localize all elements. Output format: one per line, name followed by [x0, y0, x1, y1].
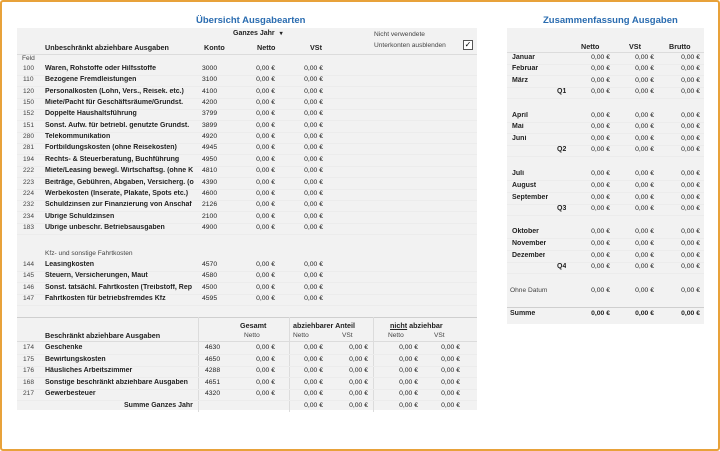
- nicht-netto: 0,00 €: [399, 355, 418, 363]
- month-vst: 0,00 €: [635, 170, 654, 177]
- month-netto: 0,00 €: [591, 112, 610, 119]
- month-netto: 0,00 €: [591, 252, 610, 259]
- gesamt-netto: 0,00 €: [256, 378, 275, 386]
- nicht-vst: 0,00 €: [441, 378, 460, 386]
- vst-value: 0,00 €: [304, 261, 323, 268]
- right-col-netto: Netto: [581, 42, 600, 51]
- beschr-divider: [17, 317, 477, 318]
- konto-number: 4900: [202, 223, 218, 231]
- konto-number: 4950: [202, 155, 218, 163]
- konto-number: 3899: [202, 121, 218, 129]
- month-vst: 0,00 €: [635, 146, 654, 153]
- month-vst: 0,00 €: [635, 77, 654, 84]
- right-title: Zusammenfassung Ausgaben: [543, 15, 678, 26]
- month-brutto: 0,00 €: [681, 123, 700, 130]
- row-divider: [507, 133, 704, 134]
- expense-label: Sonst. Aufw. für betriebl. genutzte Grundst.: [45, 121, 190, 129]
- konto-number: 4920: [202, 133, 218, 141]
- col-gesamt: Gesamt: [240, 321, 267, 330]
- month-vst: 0,00 €: [635, 54, 654, 61]
- konto-number: 4600: [202, 189, 218, 197]
- month-vst: 0,00 €: [635, 263, 654, 270]
- vst-value: 0,00 €: [304, 201, 323, 209]
- section-beschraenkt: Beschränkt abziehbare Ausgaben: [45, 331, 161, 340]
- nicht-netto: 0,00 €: [399, 378, 418, 386]
- vst-value: 0,00 €: [304, 133, 323, 141]
- col-vst: VSt: [310, 43, 322, 52]
- col-abziehbar: abziehbarer Anteil: [293, 321, 356, 330]
- month-vst: 0,00 €: [635, 205, 654, 212]
- month-vst: 0,00 €: [635, 123, 654, 130]
- expense-label: Steuern, Versicherungen, Maut: [45, 272, 148, 280]
- col-gesamt-netto: Netto: [244, 332, 260, 339]
- konto-number: 3100: [202, 76, 218, 84]
- netto-value: 0,00 €: [256, 294, 275, 302]
- feld-number: 100: [23, 65, 35, 72]
- konto-number: 3799: [202, 110, 218, 118]
- netto-value: 0,00 €: [256, 99, 275, 107]
- col-nicht-netto: Netto: [388, 332, 404, 339]
- abz-netto: 0,00 €: [304, 344, 323, 351]
- netto-value: 0,00 €: [256, 155, 275, 163]
- row-divider: [507, 75, 704, 76]
- col-abz-vst: VSt: [342, 332, 353, 339]
- col-konto: Konto: [204, 43, 225, 52]
- summe-vst: 0,00 €: [635, 310, 654, 317]
- month-vst: 0,00 €: [635, 135, 654, 142]
- beschr-label: Häusliches Arbeitszimmer: [45, 367, 133, 374]
- month-netto: 0,00 €: [591, 77, 610, 84]
- nicht-word: nicht: [390, 321, 408, 330]
- beschr-label: Gewerbesteuer: [45, 390, 96, 397]
- konto-number: 4570: [202, 261, 218, 268]
- netto-value: 0,00 €: [256, 144, 275, 152]
- left-title: Übersicht Ausgabearten: [196, 15, 306, 26]
- ohne-datum-label: Ohne Datum: [510, 287, 548, 294]
- abz-vst: 0,00 €: [349, 378, 368, 386]
- vst-value: 0,00 €: [304, 121, 323, 129]
- gesamt-left-border: [198, 317, 199, 412]
- month-brutto: 0,00 €: [681, 228, 700, 235]
- month-brutto: 0,00 €: [681, 263, 700, 270]
- expense-label: Leasingkosten: [45, 261, 95, 268]
- netto-value: 0,00 €: [256, 121, 275, 129]
- month-label: Oktober: [512, 228, 539, 235]
- nicht-netto: 0,00 €: [399, 367, 418, 374]
- vst-value: 0,00 €: [304, 99, 323, 107]
- netto-value: 0,00 €: [256, 178, 275, 186]
- month-netto: 0,00 €: [591, 194, 610, 201]
- nicht-netto: 0,00 €: [399, 344, 418, 351]
- month-brutto: 0,00 €: [681, 112, 700, 119]
- vst-value: 0,00 €: [304, 178, 323, 186]
- ohne-datum-netto: 0,00 €: [591, 287, 610, 294]
- summe-brutto: 0,00 €: [681, 310, 700, 317]
- month-netto: 0,00 €: [591, 65, 610, 72]
- feld-number: 147: [23, 294, 35, 302]
- konto-number: 2126: [202, 201, 218, 209]
- month-vst: 0,00 €: [635, 194, 654, 201]
- vst-value: 0,00 €: [304, 223, 323, 231]
- month-vst: 0,00 €: [635, 252, 654, 259]
- konto-number: 4630: [205, 344, 221, 351]
- netto-value: 0,00 €: [256, 189, 275, 197]
- feld-number: 174: [23, 344, 35, 351]
- vst-value: 0,00 €: [304, 144, 323, 152]
- col-nicht-vst: VSt: [434, 332, 445, 339]
- month-label: August: [512, 182, 537, 189]
- month-label: Februar: [512, 65, 539, 72]
- row-divider: [507, 192, 704, 193]
- quarter-label: Q4: [557, 263, 567, 270]
- quarter-label: Q1: [557, 88, 567, 95]
- nicht-left-border: [373, 317, 374, 412]
- summe-nicht-vst: 0,00 €: [441, 402, 460, 409]
- netto-value: 0,00 €: [256, 212, 275, 220]
- netto-value: 0,00 €: [256, 76, 275, 84]
- expense-label: Personalkosten (Lohn, Vers., Reisek. etc.): [45, 87, 184, 95]
- month-netto: 0,00 €: [591, 146, 610, 153]
- gesamt-netto: 0,00 €: [256, 390, 275, 397]
- netto-value: 0,00 €: [256, 223, 275, 231]
- vst-value: 0,00 €: [304, 87, 323, 95]
- netto-value: 0,00 €: [256, 167, 275, 175]
- month-brutto: 0,00 €: [681, 146, 700, 153]
- month-label: September: [512, 194, 549, 201]
- month-vst: 0,00 €: [635, 182, 654, 189]
- konto-number: 4500: [202, 283, 218, 291]
- feld-number: 183: [23, 223, 35, 231]
- summe-divider: [507, 307, 704, 308]
- expense-label: Bezogene Fremdleistungen: [45, 76, 137, 84]
- netto-value: 0,00 €: [256, 261, 275, 268]
- expense-label: Sonst. tatsächl. Fahrtkosten (Treibstoff, Rep: [45, 283, 193, 291]
- kfz-header: Kfz- und sonstige Fahrtkosten: [45, 250, 133, 257]
- nicht-vst: 0,00 €: [441, 367, 460, 374]
- abz-netto: 0,00 €: [304, 378, 323, 386]
- gesamt-netto: 0,00 €: [256, 355, 275, 363]
- feld-number: 280: [23, 133, 35, 141]
- konto-number: 3000: [202, 65, 218, 72]
- konto-number: 4390: [202, 178, 218, 186]
- summe-abz-vst: 0,00 €: [349, 402, 368, 409]
- beschr-label: Geschenke: [45, 344, 83, 351]
- nicht-vst: 0,00 €: [441, 355, 460, 363]
- vst-value: 0,00 €: [304, 65, 323, 72]
- konto-number: 4320: [205, 390, 221, 397]
- expense-label: Übrige Schuldzinsen: [45, 212, 115, 220]
- konto-number: 4650: [205, 355, 221, 363]
- feld-number: 150: [23, 99, 35, 107]
- netto-value: 0,00 €: [256, 283, 275, 291]
- month-netto: 0,00 €: [591, 182, 610, 189]
- month-brutto: 0,00 €: [681, 88, 700, 95]
- right-col-brutto: Brutto: [669, 42, 691, 51]
- hide-sub-label: Unterkonten ausblenden: [374, 42, 446, 49]
- expense-label: Schuldzinsen zur Finanzierung von Anschaf: [45, 201, 192, 209]
- vst-value: 0,00 €: [304, 76, 323, 84]
- quarter-label: Q2: [557, 146, 567, 153]
- row-divider: [507, 250, 704, 251]
- row-divider: [507, 215, 704, 216]
- month-brutto: 0,00 €: [681, 65, 700, 72]
- abz-netto: 0,00 €: [304, 355, 323, 363]
- right-col-vst: VSt: [629, 42, 641, 51]
- feld-number: 176: [23, 367, 35, 374]
- col-netto: Netto: [257, 43, 276, 52]
- abz-vst: 0,00 €: [349, 390, 368, 397]
- konto-number: 4595: [202, 294, 218, 302]
- vst-value: 0,00 €: [304, 167, 323, 175]
- month-brutto: 0,00 €: [681, 182, 700, 189]
- netto-value: 0,00 €: [256, 133, 275, 141]
- summe-netto: 0,00 €: [591, 310, 610, 317]
- vst-value: 0,00 €: [304, 189, 323, 197]
- month-vst: 0,00 €: [635, 88, 654, 95]
- header-divider: [17, 54, 477, 55]
- netto-value: 0,00 €: [256, 110, 275, 118]
- quarter-label: Q3: [557, 205, 567, 212]
- expense-label: Fahrtkosten für betriebsfremdes Kfz: [45, 294, 166, 302]
- row-divider: [507, 180, 704, 181]
- konto-number: 4945: [202, 144, 218, 152]
- expense-label: Übrige unbeschr. Betriebsausgaben: [45, 223, 165, 231]
- feld-number: 175: [23, 355, 35, 363]
- right-header-divider: [507, 52, 704, 53]
- abz-vst: 0,00 €: [349, 355, 368, 363]
- konto-number: 2100: [202, 212, 218, 220]
- month-vst: 0,00 €: [635, 240, 654, 247]
- beschr-label: Sonstige beschränkt abziehbare Ausgaben: [45, 378, 188, 386]
- abz-vst: 0,00 €: [349, 344, 368, 351]
- ohne-datum-vst: 0,00 €: [635, 287, 654, 294]
- feld-number: 146: [23, 283, 35, 291]
- row-divider: [507, 238, 704, 239]
- month-label: Mai: [512, 123, 524, 130]
- abz-netto: 0,00 €: [304, 390, 323, 397]
- feld-number: 232: [23, 201, 35, 209]
- month-netto: 0,00 €: [591, 88, 610, 95]
- month-brutto: 0,00 €: [681, 135, 700, 142]
- ohne-datum-brutto: 0,00 €: [681, 287, 700, 294]
- month-label: Januar: [512, 54, 535, 61]
- vst-value: 0,00 €: [304, 212, 323, 220]
- month-brutto: 0,00 €: [681, 54, 700, 61]
- feld-number: 217: [23, 390, 35, 397]
- konto-number: 4288: [205, 367, 221, 374]
- month-label: Dezember: [512, 252, 546, 259]
- feld-number: 168: [23, 378, 35, 386]
- month-label: März: [512, 77, 528, 84]
- abz-netto: 0,00 €: [304, 367, 323, 374]
- month-label: Juli: [512, 170, 525, 177]
- abziehbar-word: abziehbar: [407, 321, 443, 330]
- expense-label: Doppelte Haushaltsführung: [45, 110, 137, 118]
- netto-value: 0,00 €: [256, 272, 275, 280]
- konto-number: 4810: [202, 167, 218, 175]
- summe-jahr-label: Summe Ganzes Jahr: [124, 402, 193, 409]
- feld-number: 281: [23, 144, 35, 152]
- month-netto: 0,00 €: [591, 205, 610, 212]
- feld-number: 145: [23, 272, 35, 280]
- month-brutto: 0,00 €: [681, 194, 700, 201]
- gesamt-netto: 0,00 €: [256, 344, 275, 351]
- row-divider: [17, 234, 477, 235]
- month-label: November: [512, 240, 547, 247]
- feld-number: 151: [23, 121, 35, 129]
- vst-value: 0,00 €: [304, 294, 323, 302]
- summe-abz-netto: 0,00 €: [304, 402, 323, 409]
- feld-number: 194: [23, 155, 35, 163]
- summe-nicht-netto: 0,00 €: [399, 402, 418, 409]
- row-divider: [17, 305, 477, 306]
- expense-label: Telekommunikation: [45, 133, 111, 141]
- vst-value: 0,00 €: [304, 110, 323, 118]
- feld-number: 234: [23, 212, 35, 220]
- feld-number: 223: [23, 178, 35, 186]
- month-netto: 0,00 €: [591, 123, 610, 130]
- expense-label: Fortbildungskosten (ohne Reisekosten): [45, 144, 177, 152]
- nicht-netto: 0,00 €: [399, 390, 418, 397]
- nicht-vst: 0,00 €: [441, 344, 460, 351]
- expense-label: Beiträge, Gebühren, Abgaben, Versicherg. (o: [45, 178, 194, 186]
- konto-number: 4100: [202, 87, 218, 95]
- period-select-value: Ganzes Jahr: [233, 30, 275, 37]
- feld-number: 152: [23, 110, 35, 118]
- feld-number: 120: [23, 87, 35, 95]
- vst-value: 0,00 €: [304, 283, 323, 291]
- netto-value: 0,00 €: [256, 201, 275, 209]
- month-netto: 0,00 €: [591, 240, 610, 247]
- feld-number: 110: [23, 76, 34, 84]
- feld-number: 144: [23, 261, 35, 268]
- month-brutto: 0,00 €: [681, 170, 700, 177]
- abz-vst: 0,00 €: [349, 367, 368, 374]
- konto-number: 4651: [205, 378, 221, 386]
- col-abz-netto: Netto: [293, 332, 309, 339]
- row-divider: [507, 98, 704, 99]
- month-netto: 0,00 €: [591, 170, 610, 177]
- gesamt-netto: 0,00 €: [256, 367, 275, 374]
- expense-label: Waren, Rohstoffe oder Hilfsstoffe: [45, 65, 156, 72]
- feld-number: 222: [23, 167, 35, 175]
- col-feld: Feld: [22, 55, 35, 62]
- nicht-vst: 0,00 €: [441, 390, 460, 397]
- section-unbeschraenkt: Unbeschränkt abziehbare Ausgaben: [45, 43, 169, 52]
- chevron-down-icon: ▾: [279, 31, 283, 37]
- vst-value: 0,00 €: [304, 272, 323, 280]
- month-netto: 0,00 €: [591, 135, 610, 142]
- vst-value: 0,00 €: [304, 155, 323, 163]
- feld-number: 224: [23, 189, 35, 197]
- netto-value: 0,00 €: [256, 65, 275, 72]
- month-netto: 0,00 €: [591, 228, 610, 235]
- konto-number: 4580: [202, 272, 218, 280]
- not-used-label: Nicht verwendete: [374, 31, 425, 38]
- month-label: April: [512, 112, 528, 119]
- month-brutto: 0,00 €: [681, 252, 700, 259]
- month-brutto: 0,00 €: [681, 205, 700, 212]
- period-select[interactable]: [233, 30, 283, 37]
- netto-value: 0,00 €: [256, 87, 275, 95]
- month-brutto: 0,00 €: [681, 240, 700, 247]
- month-netto: 0,00 €: [591, 263, 610, 270]
- summe-label: Summe: [510, 310, 536, 317]
- expense-label: Miete/Leasing bewegl. Wirtschaftsg. (ohne K: [45, 167, 194, 175]
- beschr-label: Bewirtungskosten: [45, 355, 106, 363]
- beschr-header-divider: [17, 341, 477, 342]
- month-netto: 0,00 €: [591, 54, 610, 61]
- hide-sub-checkbox[interactable]: ✓: [464, 40, 472, 49]
- col-nicht-abziehbar: [390, 321, 443, 330]
- abz-left-border: [289, 317, 290, 412]
- expense-label: Miete/Pacht für Geschäftsräume/Grundst.: [45, 99, 184, 107]
- row-divider: [507, 273, 704, 274]
- row-divider: [17, 400, 477, 401]
- month-vst: 0,00 €: [635, 112, 654, 119]
- konto-number: 4200: [202, 99, 218, 107]
- expense-label: Werbekosten (Inserate, Plakate, Spots etc.): [45, 189, 189, 197]
- month-brutto: 0,00 €: [681, 77, 700, 84]
- row-divider: [507, 156, 704, 157]
- month-vst: 0,00 €: [635, 65, 654, 72]
- month-label: Juni: [512, 135, 527, 142]
- expense-label: Rechts- & Steuerberatung, Buchführung: [45, 155, 180, 163]
- month-vst: 0,00 €: [635, 228, 654, 235]
